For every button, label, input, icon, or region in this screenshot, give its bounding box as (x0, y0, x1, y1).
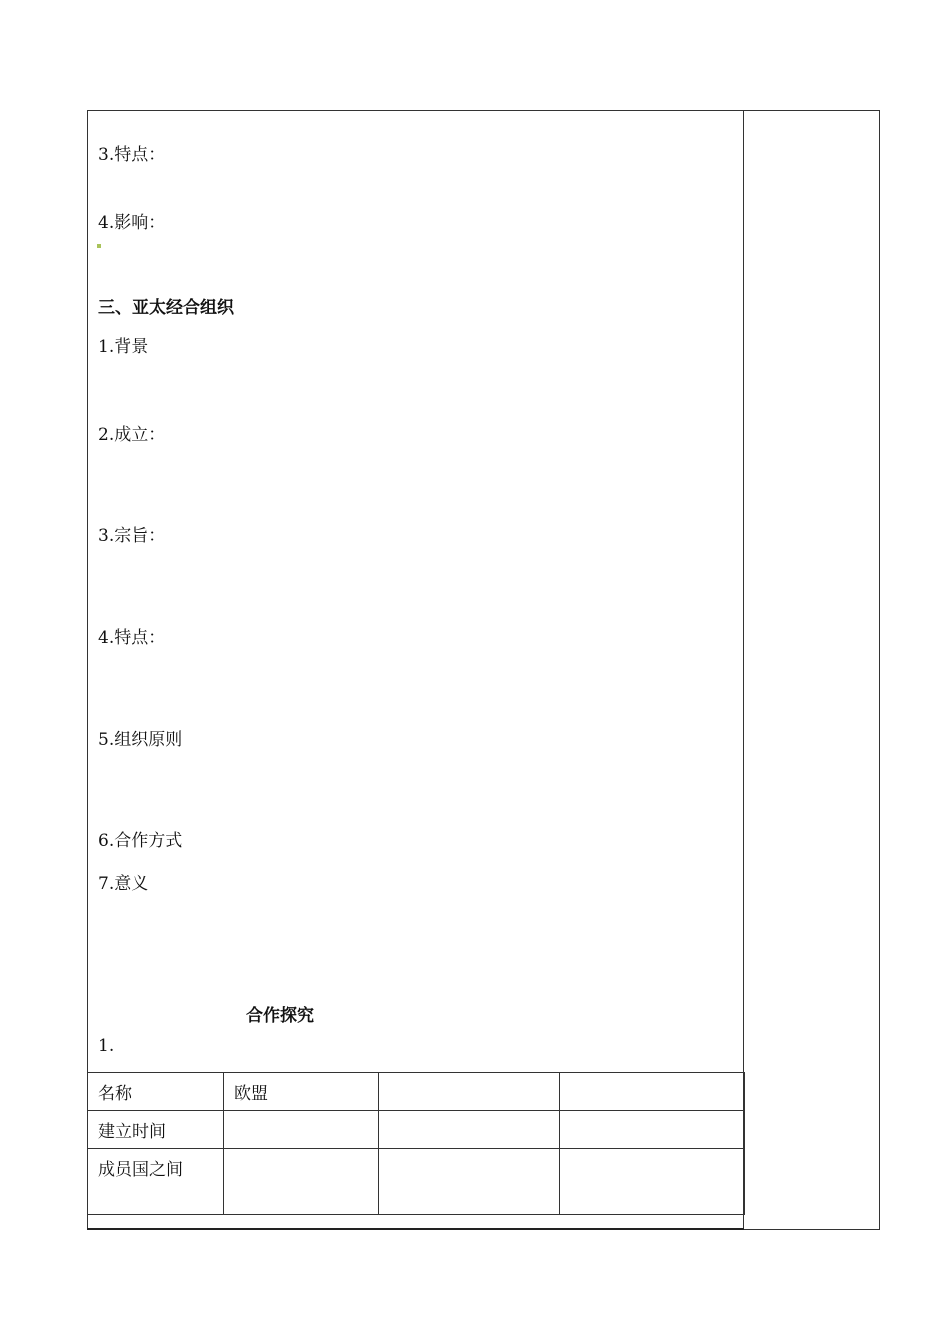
table-cell (379, 1111, 560, 1149)
table-cell (379, 1073, 560, 1111)
table-cell: 成员国之间 (88, 1149, 224, 1215)
table-cell (560, 1149, 745, 1215)
comparison-table (87, 1072, 745, 1215)
table-row (88, 1149, 745, 1215)
table-cell (560, 1111, 745, 1149)
apec-section-heading: 三、亚太经合组织 (98, 298, 234, 318)
prev-item-features: 3.特点： (98, 145, 166, 165)
apec-item-founding: 2.成立： (98, 425, 166, 445)
table-cell: 欧盟 (224, 1073, 379, 1111)
table-cell (224, 1149, 379, 1215)
table-cell: 名称 (88, 1073, 224, 1111)
table-row (88, 1073, 745, 1111)
table-cell (560, 1073, 745, 1111)
main-content-frame (87, 110, 744, 1230)
table-cell: 建立时间 (88, 1111, 224, 1149)
table-row (88, 1111, 745, 1149)
prev-item-impact: 4.影响： (98, 213, 166, 233)
bottom-rule (87, 1228, 744, 1230)
apec-item-significance: 7.意义 (98, 874, 149, 894)
cooperation-heading: 合作探究 (246, 1006, 314, 1026)
apec-item-cooperation-mode: 6.合作方式 (98, 831, 183, 851)
apec-item-principles: 5.组织原则 (98, 730, 183, 750)
apec-item-background: 1.背景 (98, 337, 149, 357)
apec-item-features: 4.特点： (98, 628, 166, 648)
green-marker-dot (97, 244, 101, 248)
table-cell (379, 1149, 560, 1215)
side-notes-column (744, 110, 880, 1230)
cooperation-number: 1. (98, 1036, 115, 1056)
table-cell (224, 1111, 379, 1149)
apec-item-purpose: 3.宗旨： (98, 526, 166, 546)
